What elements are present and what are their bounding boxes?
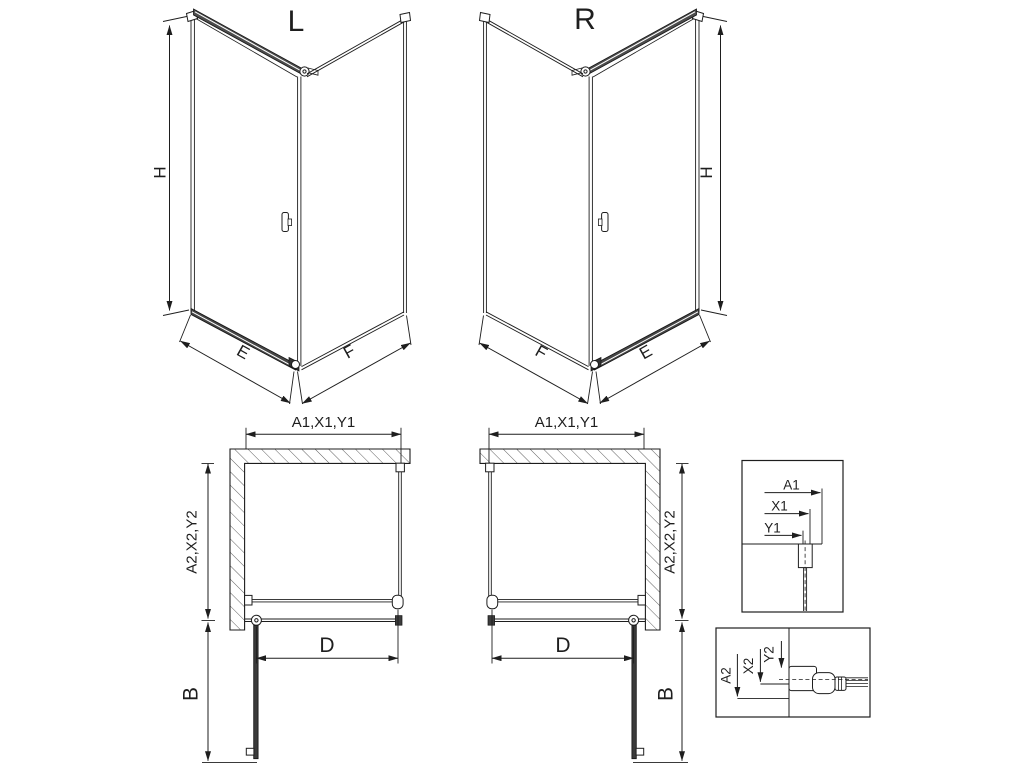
side-width-dim-label-right: F [532,341,551,364]
detail-a2-label: A2 [718,667,734,684]
iso-view-right [479,9,727,404]
detail-y2-label: Y2 [761,646,777,663]
detail-x2-label: X2 [741,657,756,675]
clearance-dim-label-left: B [179,686,203,702]
plan-depth-codes-left: A2,X2,Y2 [183,510,201,574]
variant-label-right: R [574,3,596,36]
height-dim-label-right: H [697,166,716,179]
detail-x1-label: X1 [771,498,788,514]
plan-width-codes-right: A1,X1,Y1 [534,414,599,431]
clearance-dim-label-right: B [654,686,678,702]
plan-left-wall-hatch [230,449,410,630]
detail-a1-label: A1 [783,477,800,493]
variant-label-left: L [287,5,305,38]
door-width-dim-label-left: D [319,634,335,657]
entry-width-dim-label-left: E [233,341,253,364]
iso-view-left [163,9,411,404]
side-width-dim-label-left: F [340,340,359,363]
plan-right-wall-hatch [480,449,660,630]
door-width-dim-label-right: D [555,634,571,657]
plan-width-codes-left: A1,X1,Y1 [291,414,356,431]
detail-view-depth [716,628,870,717]
plan-depth-codes-right: A2,X2,Y2 [661,510,679,574]
detail-y1-label: Y1 [764,520,781,536]
entry-width-dim-label-right: E [636,341,656,364]
height-dim-label-left: H [150,166,170,179]
